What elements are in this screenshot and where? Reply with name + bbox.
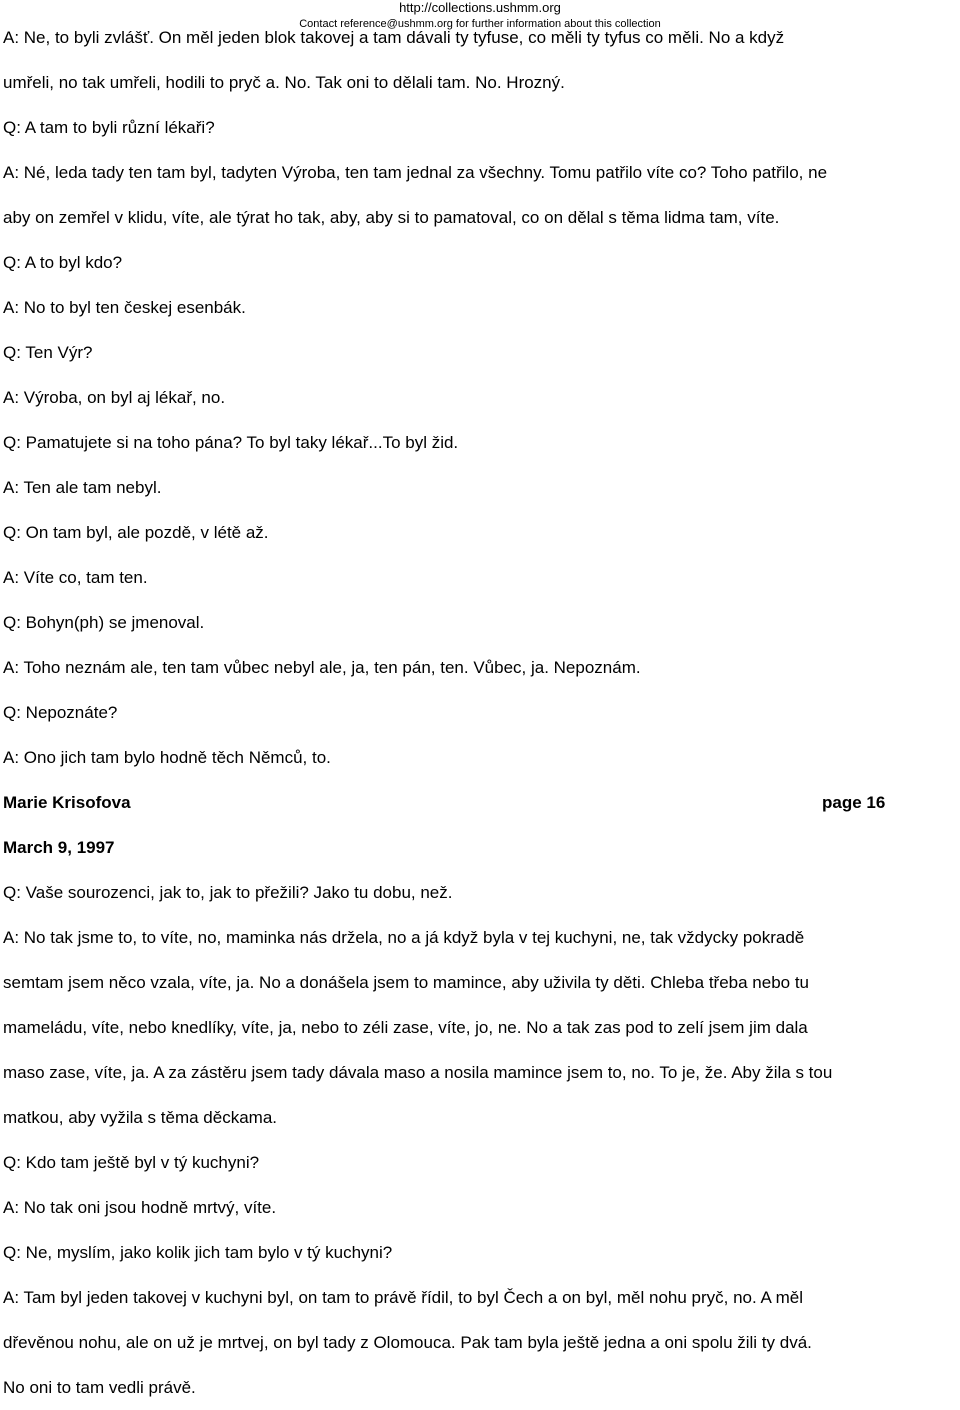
transcript-line: mameládu, víte, nebo knedlíky, víte, ja, nebo to zéli zase, víte, jo, ne. No a tak zas pod to zelí jsem jim dala <box>3 1018 808 1037</box>
transcript-line: dřevěnou nohu, ale on už je mrtvej, on byl tady z Olomouca. Pak tam byla ještě jedna a oni spolu žili ty dvá. <box>3 1333 812 1352</box>
transcript-line: A: No tak oni jsou hodně mrtvý, víte. <box>3 1198 277 1217</box>
transcript-line: Q: Pamatujete si na toho pána? To byl taky lékař...To byl žid. <box>3 433 459 452</box>
transcript-line: umřeli, no tak umřeli, hodili to pryč a. No. Tak oni to dělali tam. No. Hrozný. <box>3 73 565 92</box>
transcript-line: Q: Nepoznáte? <box>3 703 118 722</box>
transcript-line: matkou, aby vyžila s těma děckama. <box>3 1108 278 1127</box>
transcript-line: A: Ono jich tam bylo hodně těch Němců, to. <box>3 748 331 767</box>
transcript-line: A: Víte co, tam ten. <box>3 568 148 587</box>
transcript-line: Q: A to byl kdo? <box>3 253 123 272</box>
transcript-line: Q: On tam byl, ale pozdě, v létě až. <box>3 523 269 542</box>
transcript-line: semtam jsem něco vzala, víte, ja. No a donášela jsem to mamince, aby uživila ty děti. Chleba třeba nebo tu <box>3 973 810 992</box>
transcript-line: Q: Bohyn(ph) se jmenoval. <box>3 613 205 632</box>
interview-date: March 9, 1997 <box>3 838 115 857</box>
transcript-line: A: No tak jsme to, to víte, no, maminka nás držela, no a já když byla v tej kuchyni, ne, tak vždycky pokradě <box>3 928 805 947</box>
transcript-line: maso zase, víte, ja. A za zástěru jsem tady dávala maso a nosila mamince jsem to, no. To je, že. Aby žila s tou <box>3 1063 833 1082</box>
interviewee-name: Marie Krisofova <box>3 793 131 812</box>
transcript-line: Q: Ne, myslím, jako kolik jich tam bylo v tý kuchyni? <box>3 1243 393 1262</box>
watermark-contact: Contact reference@ushmm.org for further information about this collection <box>299 18 661 30</box>
transcript-line: Q: Ten Výr? <box>3 343 93 362</box>
page-number: page 16 <box>822 793 886 812</box>
transcript-line: A: Toho neznám ale, ten tam vůbec nebyl ale, ja, ten pán, ten. Vůbec, ja. Nepoznám. <box>3 658 641 677</box>
transcript-line: aby on zemřel v klidu, víte, ale týrat ho tak, aby, aby si to pamatoval, co on dělal s těma lidma tam, víte. <box>3 208 780 227</box>
transcript-line: A: Né, leda tady ten tam byl, tadyten Výroba, ten tam jednal za všechny. Tomu patřilo víte co? Toho patřilo, ne <box>3 163 828 182</box>
interview-date-row <box>3 825 960 870</box>
watermark-url: http://collections.ushmm.org <box>399 0 561 15</box>
transcript-line: A: No to byl ten českej esenbák. <box>3 298 246 317</box>
transcript-line: Q: A tam to byli různí lékaři? <box>3 118 215 137</box>
transcript-line: Q: Kdo tam ještě byl v tý kuchyni? <box>3 1153 260 1172</box>
page-header <box>3 780 960 825</box>
transcript-line: Q: Vaše sourozenci, jak to, jak to přežili? Jako tu dobu, než. <box>3 883 453 902</box>
transcript-line: No oni to tam vedli právě. <box>3 1378 196 1397</box>
transcript-line: A: Ten ale tam nebyl. <box>3 478 162 497</box>
transcript <box>3 15 960 1410</box>
transcript-line: A: Ne, to byli zvlášť. On měl jeden blok takovej a tam dávali ty tyfuse, co měli ty tyfus co měli. No a když <box>3 28 785 47</box>
transcript-line: A: Tam byl jeden takovej v kuchyni byl, on tam to právě řídil, to byl Čech a on byl, měl nohu pryč, no. A měl <box>3 1288 804 1307</box>
transcript-line: A: Výroba, on byl aj lékař, no. <box>3 388 226 407</box>
